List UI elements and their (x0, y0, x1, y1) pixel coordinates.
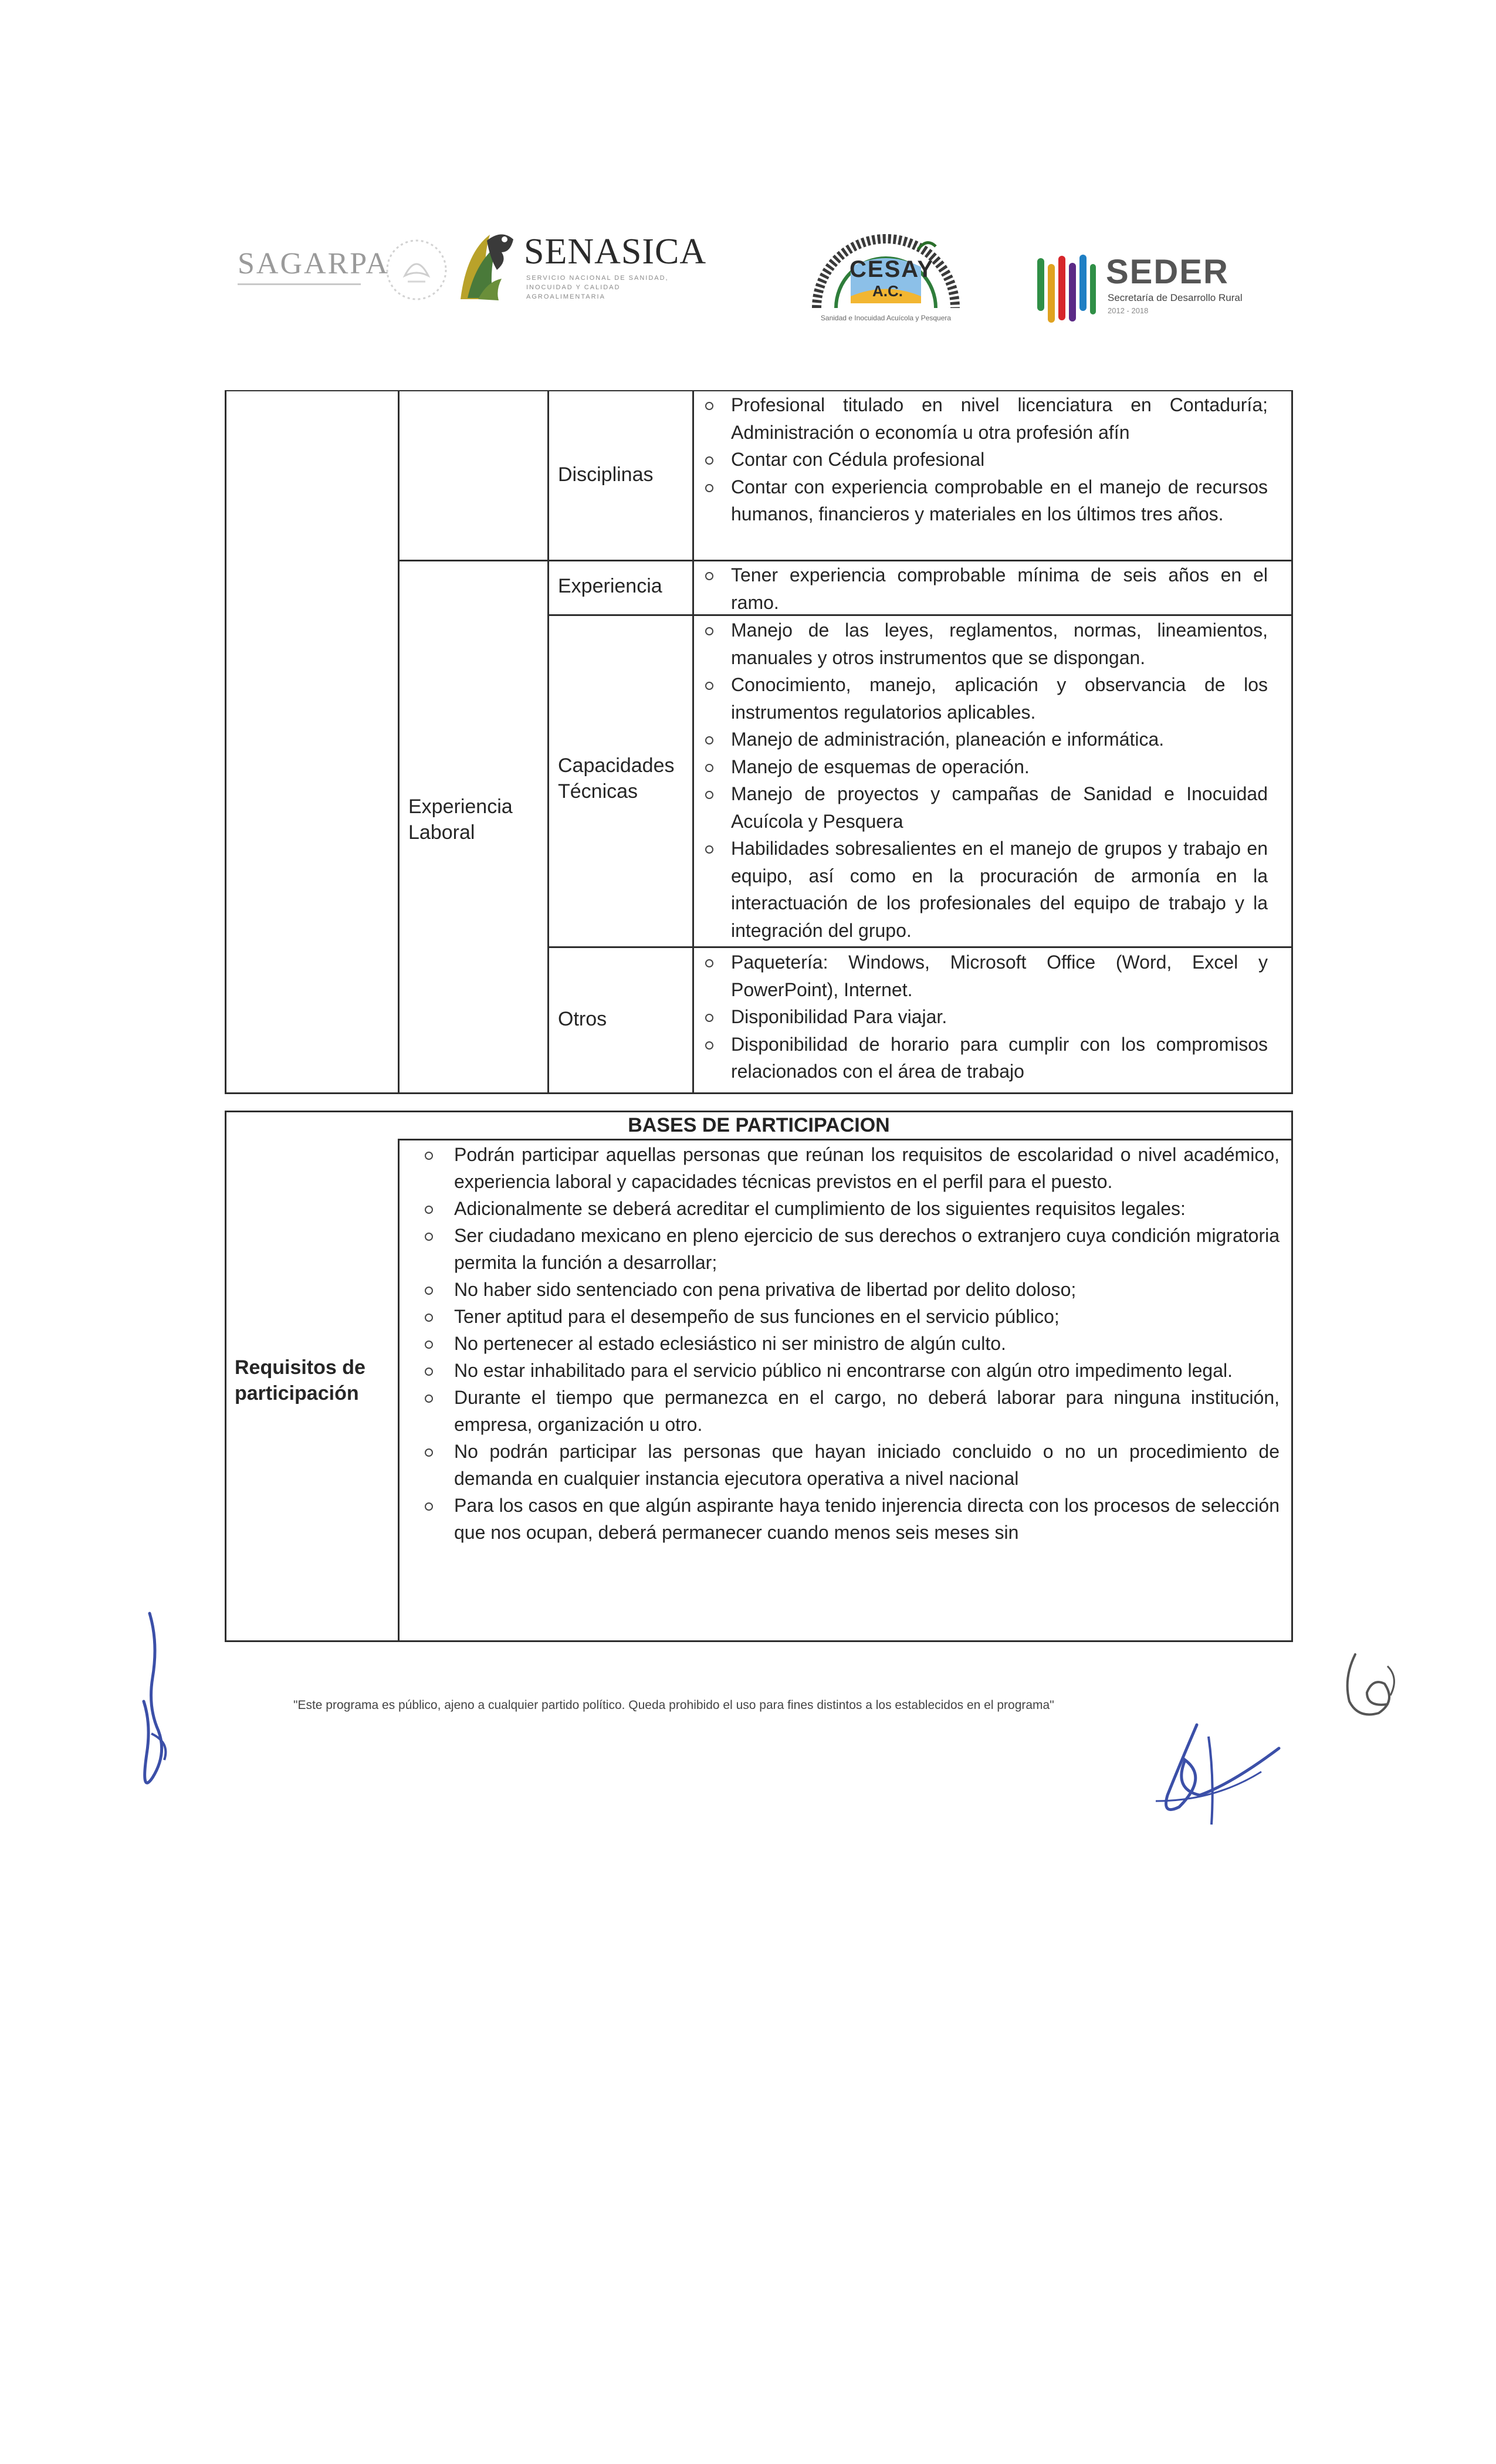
seder-subtitle: Secretaría de Desarrollo Rural (1108, 292, 1243, 303)
bases-col-divider (398, 1139, 400, 1640)
capacidades-list (696, 617, 1268, 944)
disciplinas-label: Disciplinas (558, 463, 654, 486)
list-item: Disponibilidad Para viajar. (696, 1003, 1268, 1031)
experiencia-laboral-label: Experiencia Laboral (408, 796, 513, 844)
list-item: Profesional titulado en nivel licenciatura en Contaduría; Administración o economía u otra profesión afín (696, 391, 1268, 446)
list-item: No podrán participar las personas que hayan iniciado concluido o no un procedimiento de demanda en cualquier instancia ejecutora operativa a nivel nacional (402, 1438, 1280, 1492)
footer-disclaimer: "Este programa es público, ajeno a cualquier partido político. Queda prohibido el uso para fines distintos a los establecidos en el programa" (293, 1698, 1054, 1712)
cesay-subtitle: Sanidad e Inocuidad Acuícola y Pesquera (820, 314, 952, 322)
experiencia-label: Experiencia (558, 575, 662, 597)
sagarpa-logo (238, 246, 390, 285)
seder-wordmark: SEDER (1106, 253, 1229, 291)
list-item: Durante el tiempo que permanezca en el cargo, no deberá laborar para ninguna institución, empresa, organización u otro. (402, 1384, 1280, 1438)
cesay-suffix: A.C. (872, 282, 903, 300)
sagarpa-rule (238, 283, 361, 285)
list-item: Podrán participar aquellas personas que reúnan los requisitos de escolaridad o nivel académico, experiencia laboral y capacidades técnicas previstos en el perfil para el puesto. (402, 1141, 1280, 1195)
otros-label: Otros (558, 1008, 607, 1030)
seder-period: 2012 - 2018 (1108, 306, 1149, 315)
list-item: Contar con Cédula profesional (696, 446, 1268, 473)
profile-table (225, 390, 1293, 1094)
senasica-logo (455, 229, 707, 317)
experiencia-list (696, 561, 1268, 616)
disciplinas-cell (696, 391, 1268, 528)
bases-table (225, 1111, 1293, 1642)
sagarpa-wordmark: SAGARPA (238, 247, 390, 280)
requisitos-cell (402, 1141, 1280, 1546)
capacidades-tecnicas-label: Capacidades Técnicas (558, 754, 675, 803)
list-item: Tener experiencia comprobable mínima de seis años en el ramo. (696, 561, 1268, 616)
list-item: Tener aptitud para el desempeño de sus funciones en el servicio público; (402, 1303, 1280, 1330)
list-item: Manejo de las leyes, reglamentos, normas, lineamientos, manuales y otros instrumentos que se dispongan. (696, 617, 1268, 671)
national-seal-icon (381, 235, 452, 305)
cesay-wordmark: CESAY (849, 256, 935, 282)
seder-logo (1033, 252, 1255, 329)
disciplinas-list (696, 391, 1268, 528)
signature-left-icon (117, 1607, 188, 1801)
initials-mark-icon (1332, 1643, 1414, 1737)
list-item: No haber sido sentenciado con pena privativa de libertad por delito doloso; (402, 1276, 1280, 1303)
list-item: No pertenecer al estado eclesiástico ni ser ministro de algún culto. (402, 1330, 1280, 1357)
list-item: Habilidades sobresalientes en el manejo de grupos y trabajo en equipo, así como en la procuración de armonía en la interactuación de los profesionales del equipo de trabajo y la integración del grupo. (696, 835, 1268, 944)
list-item: Paquetería: Windows, Microsoft Office (Word, Excel y PowerPoint), Internet. (696, 949, 1268, 1003)
otros-cell (696, 949, 1268, 1085)
list-item: Manejo de administración, planeación e informática. (696, 726, 1268, 753)
list-item: Manejo de proyectos y campañas de Sanidad e Inocuidad Acuícola y Pesquera (696, 780, 1268, 835)
profile-row-divider-3 (547, 946, 1291, 948)
bases-title: BASES DE PARTICIPACION (628, 1114, 890, 1136)
profile-col-divider-2 (547, 391, 549, 1092)
senasica-tagline-3: AGROALIMENTARIA (526, 293, 605, 300)
profile-col-divider-1 (398, 391, 400, 1092)
list-item: No estar inhabilitado para el servicio público ni encontrarse con algún otro impedimento legal. (402, 1357, 1280, 1384)
experiencia-cell (696, 561, 1268, 616)
senasica-tagline-2: INOCUIDAD Y CALIDAD (526, 284, 621, 291)
senasica-tagline-1: SERVICIO NACIONAL DE SANIDAD, (526, 275, 669, 282)
requisitos-label: Requisitos de participación (235, 1356, 365, 1404)
requisitos-list (402, 1141, 1280, 1546)
signature-right-icon (1144, 1713, 1297, 1830)
bases-title-divider (398, 1139, 1291, 1140)
profile-col-divider-3 (692, 391, 694, 1092)
capacidades-cell (696, 617, 1268, 944)
list-item: Manejo de esquemas de operación. (696, 753, 1268, 781)
otros-list (696, 949, 1268, 1085)
list-item: Adicionalmente se deberá acreditar el cumplimiento de los siguientes requisitos legales: (402, 1195, 1280, 1222)
list-item: Para los casos en que algún aspirante haya tenido injerencia directa con los procesos de selección que nos ocupan, deberá permanecer cuando menos seis meses sin (402, 1492, 1280, 1546)
cesay-logo (780, 226, 991, 329)
senasica-wordmark: SENASICA (524, 232, 707, 272)
seder-emblem-icon (1033, 252, 1100, 329)
list-item: Contar con experiencia comprobable en el manejo de recursos humanos, financieros y materiales en los últimos tres años. (696, 473, 1268, 528)
senasica-emblem-icon (455, 229, 522, 305)
list-item: Disponibilidad de horario para cumplir con los compromisos relacionados con el área de trabajo (696, 1031, 1268, 1085)
list-item: Ser ciudadano mexicano en pleno ejercicio de sus derechos o extranjero cuya condición migratoria permita la función a desarrollar; (402, 1222, 1280, 1276)
list-item: Conocimiento, manejo, aplicación y observancia de los instrumentos regulatorios aplicables. (696, 671, 1268, 726)
